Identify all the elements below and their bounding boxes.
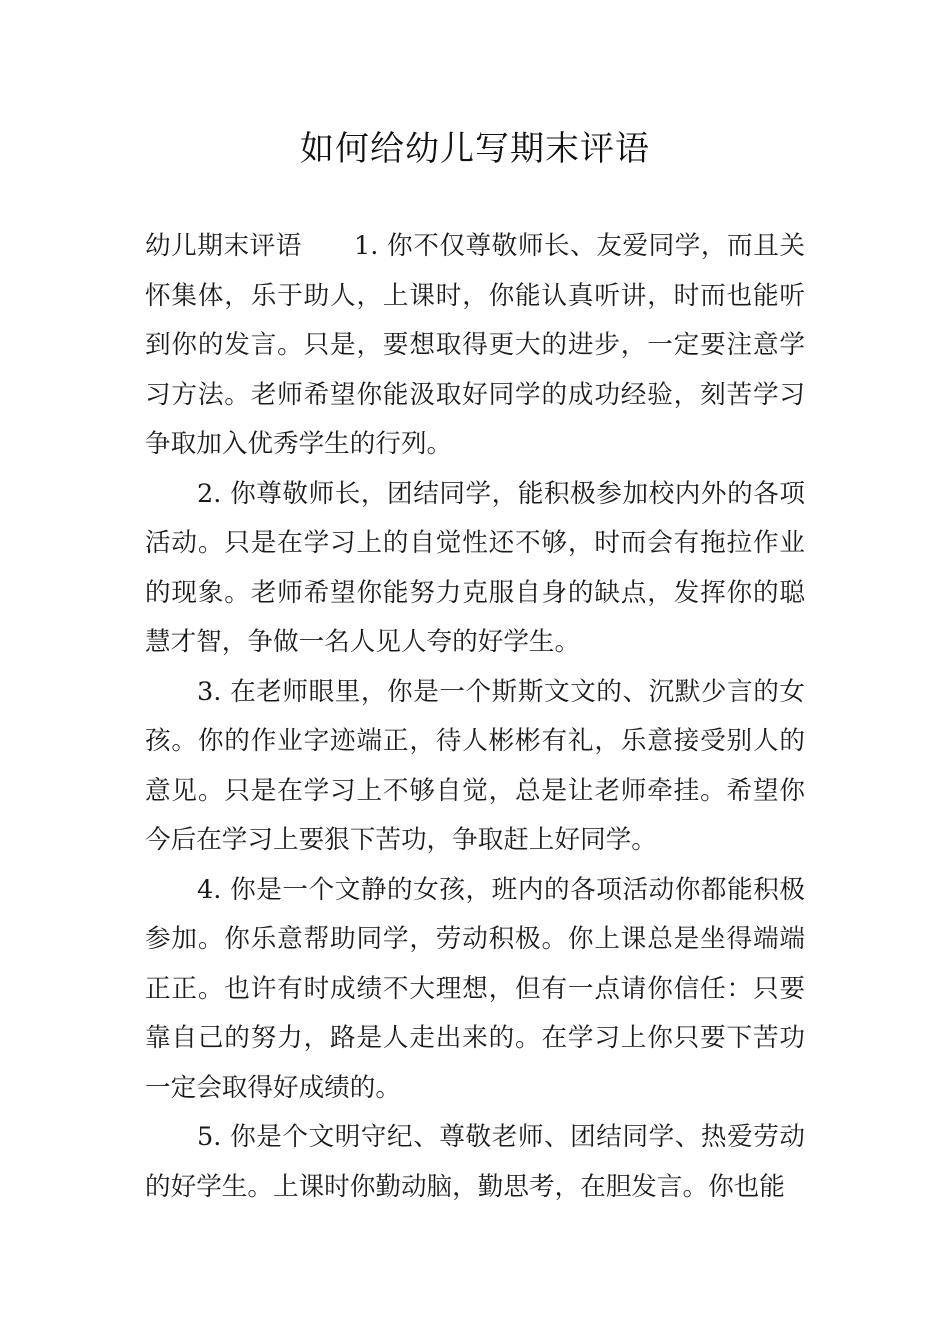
comment-paragraph-4: 4. 你是一个文静的女孩，班内的各项活动你都能积极参加。你乐意帮助同学，劳动积极。你上课总是坐得端端正正。也许有时成绩不大理想，但有一点请你信任：只要靠自己的努力，路是人走出来的。在学习上你只要下苦功一定会取得好成绩的。 [145, 874, 805, 1103]
intro-label: 幼儿期末评语 [145, 231, 302, 261]
comment-paragraph-5: 5. 你是个文明守纪、尊敬老师、团结同学、热爱劳动的好学生。上课时你勤动脑，勤思考，在胆发言。你也能 [145, 1122, 805, 1202]
comment-paragraph-2: 2. 你尊敬师长，团结同学，能积极参加校内外的各项活动。只是在学习上的自觉性还不够，时而会有拖拉作业的现象。老师希望你能努力克服自身的缺点，发挥你的聪慧才智，争做一名人见人夸的好学生。 [145, 478, 805, 657]
document-body [145, 222, 805, 1212]
comment-text-1: 1. 你不仅尊敬师长、友爱同学，而且关怀集体，乐于助人，上课时，你能认真听讲，时而也能听到你的发言。只是，要想取得更大的进步，一定要注意学习方法。老师希望你能汲取好同学的成功经验，刻苦学习争取加入优秀学生的行列。 [145, 231, 805, 459]
comment-paragraph-1 [145, 222, 805, 470]
document-title: 如何给幼儿写期末评语 [300, 129, 650, 169]
comment-paragraph-3: 3. 在老师眼里，你是一个斯斯文文的、沉默少言的女孩。你的作业字迹端正，待人彬彬有礼，乐意接受别人的意见。只是在学习上不够自觉，总是让老师牵挂。希望你今后在学习上要狠下苦功，争取赶上好同学。 [145, 676, 805, 855]
